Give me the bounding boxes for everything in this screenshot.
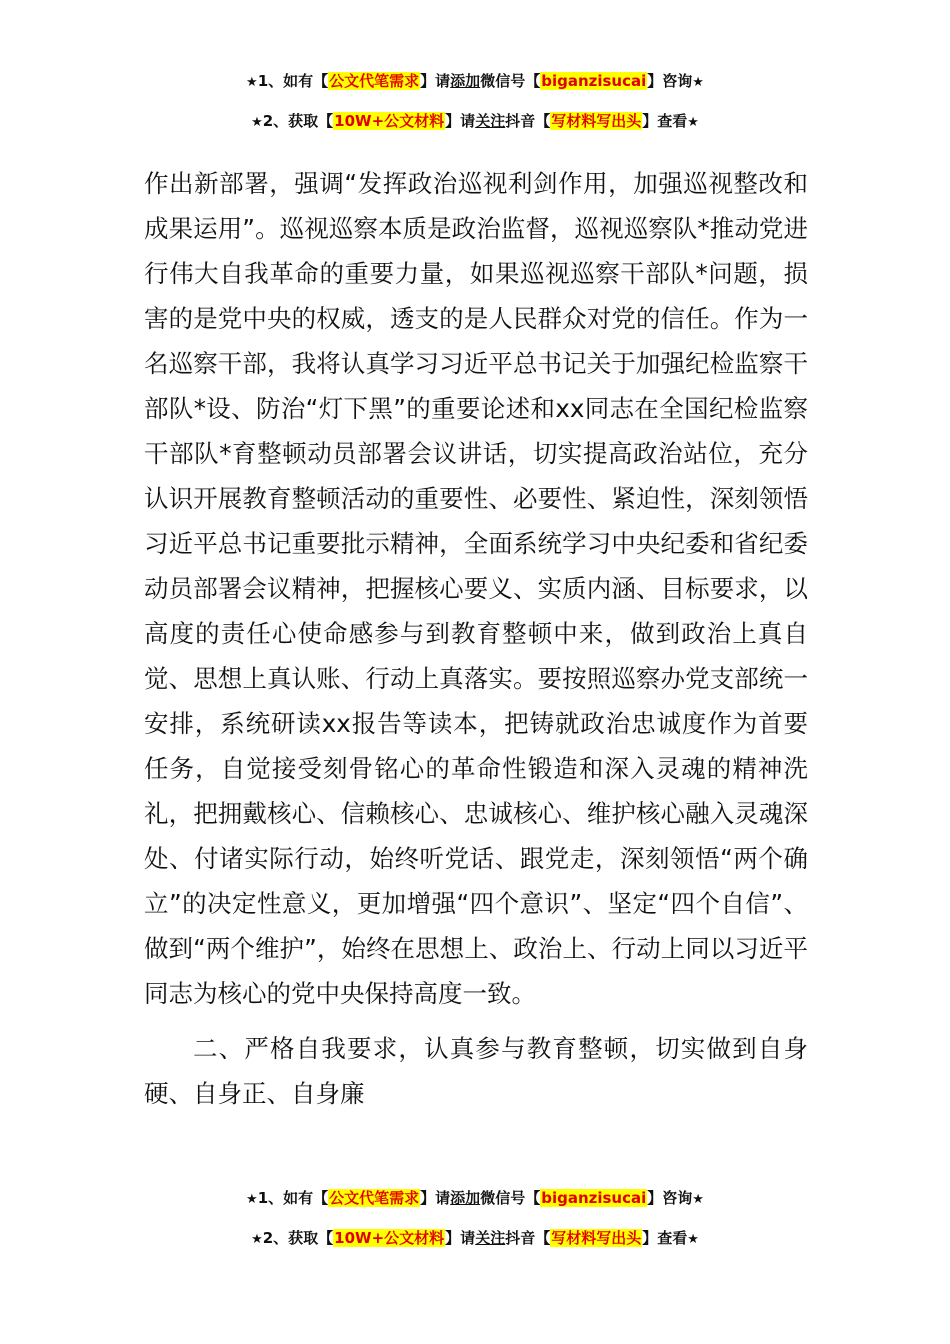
promo-text: 】请 [420,1189,451,1207]
promo-highlight-wechat: biganzisucai [541,72,647,90]
header-promo-line-2 [0,110,950,134]
promo-prefix: 2、获取【 [262,1229,334,1247]
star-icon: ★ [687,1232,699,1247]
body-paragraph: 作出新部署，强调“发挥政治巡视利剑作用，加强巡视整改和成果运用”。巡视巡察本质是政治监督，巡视巡察队*推动党进行伟大自我革命的重要力量，如果巡视巡察干部队*问题，损害的是党中央的权威，透支的是人民群众对党的信任。作为一名巡察干部，我将认真学习习近平总书记关于加强纪检监察干部队*设、防治“灯下黑”的重要论述和xx同志在全国纪检监察干部队*育整顿动员部署会议讲话，切实提高政治站位，充分认识开展教育整顿活动的重要性、必要性、紧迫性，深刻领悟习近平总书记重要批示精神，全面系统学习中央纪委和省纪委动员部署会议精神，把握核心要义、实质内涵、目标要求，以高度的责任心使命感参与到教育整顿中来，做到政治上真自觉、思想上真认账、行动上真落实。要按照巡察办党支部统一安排，系统研读xx报告等读本，把铸就政治忠诚度作为首要任务，自觉接受刻骨铭心的革命性锻造和深入灵魂的精神洗礼，把拥戴核心、信赖核心、忠诚核心、维护核心融入灵魂深处、付诸实际行动，始终听党话、跟党走，深刻领悟“两个确立”的决定性意义，更加增强“四个意识”、坚定“四个自信”、做到“两个维护”，始终在思想上、政治上、行动上同以习近平同志为核心的党中央保持高度一致。 [144,169,808,1008]
promo-text: 抖音【 [505,1229,551,1247]
promo-underline: 添加 [450,72,481,90]
star-icon: ★ [246,75,258,90]
promo-prefix: 1、如有【 [257,1189,329,1207]
promo-highlight-wechat: biganzisucai [541,1189,647,1207]
star-icon: ★ [251,115,263,130]
promo-suffix: 】查看 [642,112,688,130]
promo-text: 】请 [445,112,476,130]
header-promo-line-1 [0,70,950,94]
star-icon: ★ [692,1192,704,1207]
footer-promo-line-1 [0,1187,950,1211]
promo-text: 微信号【 [480,72,541,90]
section-heading: 二、严格自我要求，认真参与教育整顿，切实做到自身硬、自身正、自身廉 [144,1034,808,1108]
document-body [144,161,808,1116]
promo-prefix: 1、如有【 [257,72,329,90]
promo-underline: 关注 [475,112,506,130]
promo-text: 】请 [445,1229,476,1247]
promo-highlight-materials: 10W+公文材料 [334,112,445,130]
promo-highlight-douyin: 写材料写出头 [551,1229,642,1247]
promo-underline: 关注 [475,1229,506,1247]
footer-promo-line-2 [0,1227,950,1251]
promo-text: 抖音【 [505,112,551,130]
promo-highlight-materials: 10W+公文材料 [334,1229,445,1247]
promo-suffix: 】咨询 [647,1189,693,1207]
star-icon: ★ [246,1192,258,1207]
star-icon: ★ [687,115,699,130]
promo-suffix: 】咨询 [647,72,693,90]
star-icon: ★ [692,75,704,90]
promo-text: 微信号【 [480,1189,541,1207]
promo-highlight-service: 公文代笔需求 [329,72,420,90]
promo-highlight-douyin: 写材料写出头 [551,112,642,130]
promo-prefix: 2、获取【 [262,112,334,130]
promo-highlight-service: 公文代笔需求 [329,1189,420,1207]
promo-underline: 添加 [450,1189,481,1207]
promo-suffix: 】查看 [642,1229,688,1247]
promo-text: 】请 [420,72,451,90]
star-icon: ★ [251,1232,263,1247]
